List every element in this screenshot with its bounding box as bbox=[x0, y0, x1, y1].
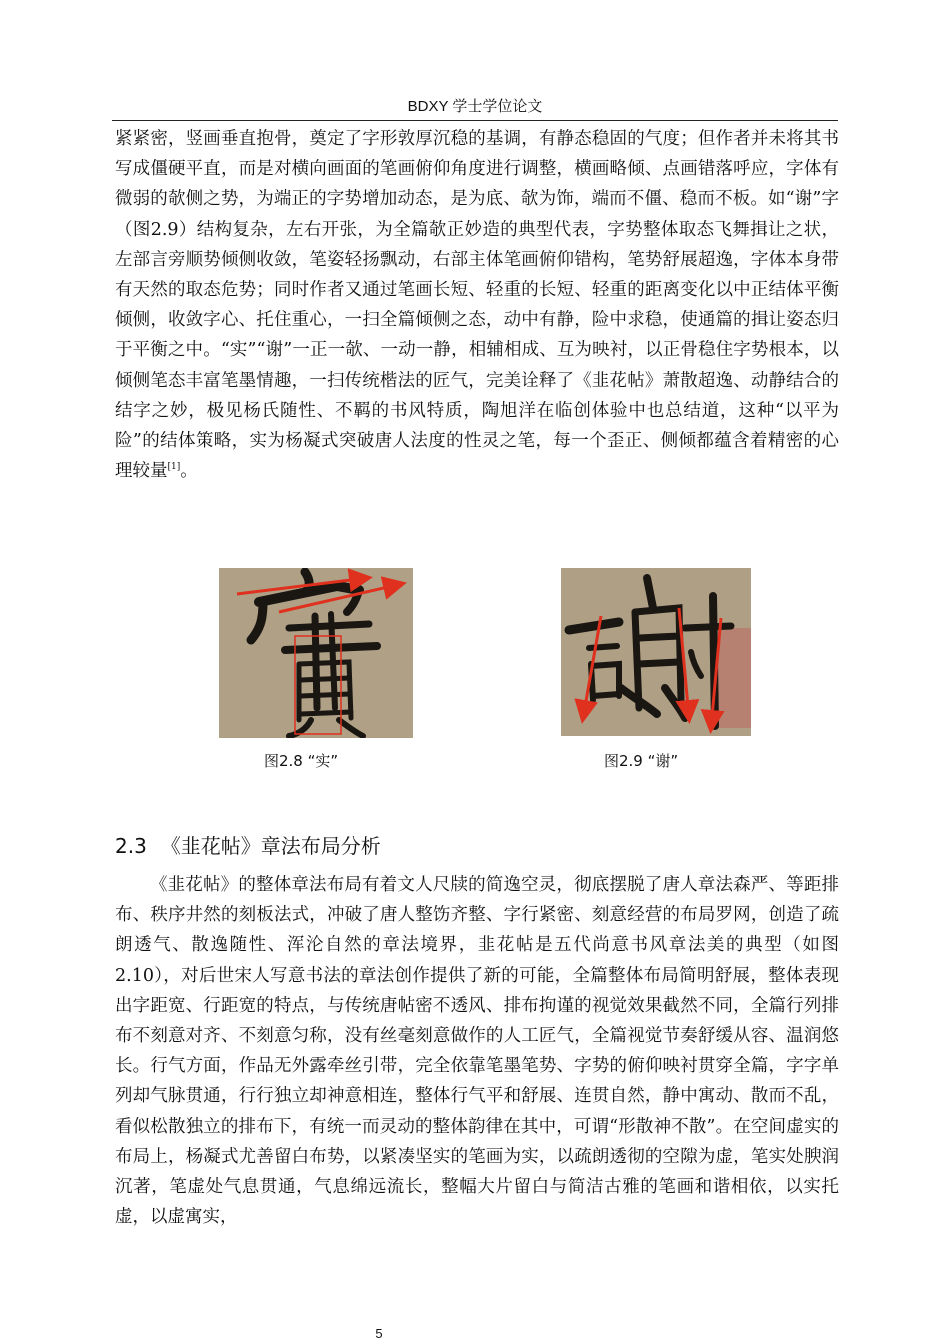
figure-2-8-caption: 图2.8 “实” bbox=[264, 752, 339, 770]
running-header: BDXY 学士学位论文 bbox=[407, 98, 543, 115]
citation-marker[interactable]: [1] bbox=[167, 462, 181, 473]
paragraph-1-text: 紧紧密，竖画垂直抱骨，奠定了字形敦厚沉稳的基调，有静态稳固的气度；但作者并未将其书写成僵硬平直，而是对横向画面的笔画俯仰角度进行调整，横画略倾、点画错落呼应，字体有微弱的欹侧之势，为端正的字势增加动态，是为底、欹为饰，端而不僵、稳而不板。如“谢”字（图2.9）结构复杂，左右开张，为全篇欹正妙造的典型代表，字势整体取态飞舞揖让之状，左部言旁顺势倾侧收敛，笔姿轻扬飘动，右部主体笔画俯仰错构，笔势舒展超逸，字体本身带有天然的取态危势；同时作者又通过笔画长短、轻重的长短、轻重的距离变化以中正结体平衡倾侧，收敛字心、托住重心，一扫全篇倾侧之态，动中有静，险中求稳，使通篇的揖让姿态归于平衡之中。“实”“谢”一正一欹、一动一静，相辅相成、互为映衬，以正骨稳住字势根本，以倾侧笔态丰富笔墨情趣，一扫传统楷法的匠气，完美诠释了《韭花帖》萧散超逸、动静结合的结字之妙，极见杨氏随性、不羁的书风特质，陶旭洋在临创体验中也总结道，这种“以平为险”的结体策略，实为杨凝式突破唐人法度的性灵之笔，每一个歪正、侧倾都蕴含着精密的心理较量 bbox=[115, 129, 839, 482]
body-paragraph-1 bbox=[115, 124, 839, 486]
section-title-text: 《韭花帖》章法布局分析 bbox=[160, 834, 381, 858]
section-heading bbox=[115, 830, 381, 859]
paragraph-1-end: 。 bbox=[180, 461, 198, 482]
figure-2-9-caption: 图2.9 “谢” bbox=[604, 752, 679, 770]
figure-2-9 bbox=[561, 568, 751, 736]
calligraphy-shi-image bbox=[219, 568, 413, 738]
body-paragraph-2: 《韭花帖》的整体章法布局有着文人尺牍的简逸空灵，彻底摆脱了唐人章法森严、等距排布、秩序井然的刻板法式，冲破了唐人整饬齐整、字行紧密、刻意经营的布局罗网，创造了疏朗透气、散逸随性、浑沦自然的章法境界，韭花帖是五代尚意书风章法美的典型（如图2.10），对后世宋人写意书法的章法创作提供了新的可能，全篇整体布局简明舒展，整体表现出字距宽、行距宽的特点，与传统唐帖密不透风、排布拘谨的视觉效果截然不同，全篇行列排布不刻意对齐、不刻意匀称，没有丝毫刻意做作的人工匠气，全篇视觉节奏舒缓从容、温润悠长。行气方面，作品无外露牵丝引带，完全依靠笔墨笔势、字势的俯仰映衬贯穿全篇，字字单列却气脉贯通，行行独立却神意相连，整体行气平和舒展、连贯自然，静中寓动、散而不乱，看似松散独立的排布下，有统一而灵动的整体韵律在其中，可谓“形散神不散”。在空间虚实的布局上，杨凝式尤善留白布势，以紧凑坚实的笔画为实，以疏朗透彻的空隙为虚，笔实处腴润沉著，笔虚处气息贯通，气息绵远流长，整幅大片留白与简洁古雅的笔画和谐相依，以实托虚，以虚寓实， bbox=[115, 875, 839, 1228]
section-number: 2.3 bbox=[115, 834, 147, 858]
figure-2-8 bbox=[219, 568, 413, 738]
calligraphy-xie-image bbox=[561, 568, 751, 736]
page-number: 5 bbox=[375, 1326, 383, 1341]
header-rule bbox=[112, 120, 838, 121]
